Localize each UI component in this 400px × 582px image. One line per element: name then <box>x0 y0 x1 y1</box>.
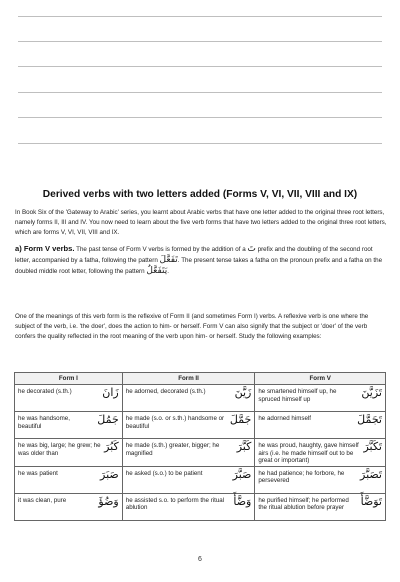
form5-text-2: prefix and the doubling of the second root letter, accompanied by a fatha, following the pattern <box>15 246 373 265</box>
english-meaning: he was patient <box>18 469 58 477</box>
form5-heading: a) Form V verbs. <box>15 244 75 253</box>
arabic-verb: جَمَّلَ <box>229 413 252 426</box>
table-cell-form-5 <box>255 385 386 412</box>
arabic-pattern-past: تَفَعَّلَ <box>159 255 178 266</box>
form5-text-1: The past tense of Form V verbs is formed by the addition of a <box>74 246 248 253</box>
table-cell-form-1 <box>15 439 123 467</box>
arabic-verb: صَبَّرَ <box>232 467 252 481</box>
english-meaning: he was big, large; he grew; he was older than <box>18 442 101 457</box>
table-cell-form-2 <box>122 493 255 520</box>
table-cell-form-1 <box>15 385 123 412</box>
table-cell-form-2 <box>122 439 255 467</box>
table-row <box>15 493 386 520</box>
verb-forms-table <box>14 372 386 521</box>
form5-text-4: . <box>167 268 170 276</box>
english-meaning: he decorated (s.th.) <box>18 388 72 395</box>
writing-line <box>18 117 382 118</box>
writing-line <box>18 41 382 42</box>
english-meaning: he smartened himself up, he spruced himself up <box>258 388 337 403</box>
form5-text-3: . The present tense takes a fatha on the pronoun prefix and a fatha on the doubled middle root letter, following the pattern <box>15 257 383 276</box>
arabic-verb: وَضَّأَ <box>233 494 252 508</box>
english-meaning: he asked (s.o.) to be patient <box>125 469 203 477</box>
table-row <box>15 385 386 412</box>
table-cell-form-5 <box>255 439 386 467</box>
meanings-paragraph: One of the meanings of this verb form is the reflexive of Form II (and sometimes Form I) verbs. A reflexive verb is one where the subject of the verb, i.e. 'the doer', does the action to him- or herself. Form V can also signify that the subject or 'doer' of the verb confers the quality reflected in the root meaning of the verb upon him- or herself. Study the following examples: <box>15 313 369 341</box>
writing-line <box>18 92 382 93</box>
arabic-verb: جَمُلَ <box>97 413 119 426</box>
arabic-verb: تَزَيَّنَ <box>361 386 382 399</box>
table-cell-form-1 <box>15 466 123 493</box>
arabic-verb: تَصَبَّرَ <box>360 467 382 481</box>
writing-line <box>18 143 382 144</box>
english-meaning: he was handsome, beautiful <box>18 415 70 430</box>
table-row <box>15 412 386 439</box>
page-number: 6 <box>198 556 202 563</box>
arabic-verb: كَبَّرَ <box>236 440 252 453</box>
english-meaning: it was clean, pure <box>18 496 67 504</box>
english-meaning: he adorned, decorated (s.th.) <box>125 388 206 395</box>
writing-lines <box>18 16 382 146</box>
arabic-verb: تَجَمَّلَ <box>357 413 382 426</box>
intro-paragraph: In Book Six of the 'Gateway to Arabic' series, you learnt about Arabic verbs that have one letter added to the original three root letters, namely forms II, III and IV. You now need to learn about the five verb forms that have two letters added to the original three root letters, which are forms V, VI, VII, VIII and IX. <box>15 209 387 237</box>
arabic-verb: كَبُرَ <box>104 440 119 453</box>
table-cell-form-5 <box>255 466 386 493</box>
english-meaning: he adorned himself <box>258 415 311 422</box>
english-meaning: he made (s.th.) greater, bigger; he magnified <box>125 442 220 457</box>
section-heading: Derived verbs with two letters added (Forms V, VI, VII, VIII and IX) <box>42 189 358 200</box>
table-cell-form-5 <box>255 412 386 439</box>
table-cell-form-1 <box>15 412 123 439</box>
arabic-verb: وَضُؤَ <box>98 494 119 508</box>
arabic-prefix: تَ <box>247 244 256 254</box>
english-meaning: he was proud, haughty, gave himself airs (i.e. he made himself out to be great or important) <box>258 442 359 465</box>
arabic-verb: تَوَضَّأَ <box>360 494 382 508</box>
table-cell-form-2 <box>122 412 255 439</box>
arabic-verb: زَيَّنَ <box>234 386 252 399</box>
english-meaning: he made (s.o. or s.th.) handsome or beautiful <box>125 415 225 430</box>
table-cell-form-5 <box>255 493 386 520</box>
column-header-form-1: Form I <box>15 373 123 385</box>
arabic-verb: صَبَرَ <box>100 467 119 481</box>
english-meaning: he assisted s.o. to perform the ritual ablution <box>125 496 225 512</box>
column-header-form-5: Form V <box>255 373 386 385</box>
form5-paragraph <box>15 244 387 278</box>
writing-line <box>18 66 382 67</box>
table-cell-form-2 <box>122 466 255 493</box>
arabic-verb: تَكَبَّرَ <box>363 440 382 453</box>
table-row <box>15 466 386 493</box>
arabic-verb: زَانَ <box>102 386 119 399</box>
column-header-form-2: Form II <box>122 373 255 385</box>
arabic-pattern-present: يَتَفَعَّلُ <box>146 266 168 277</box>
table-cell-form-1 <box>15 493 123 520</box>
table-header-row <box>15 373 386 385</box>
writing-line <box>18 16 382 17</box>
english-meaning: he purified himself; he performed the ritual ablution before prayer <box>258 496 349 512</box>
table-row <box>15 439 386 467</box>
english-meaning: he had patience; he forbore, he persevered <box>258 469 345 485</box>
table-cell-form-2 <box>122 385 255 412</box>
